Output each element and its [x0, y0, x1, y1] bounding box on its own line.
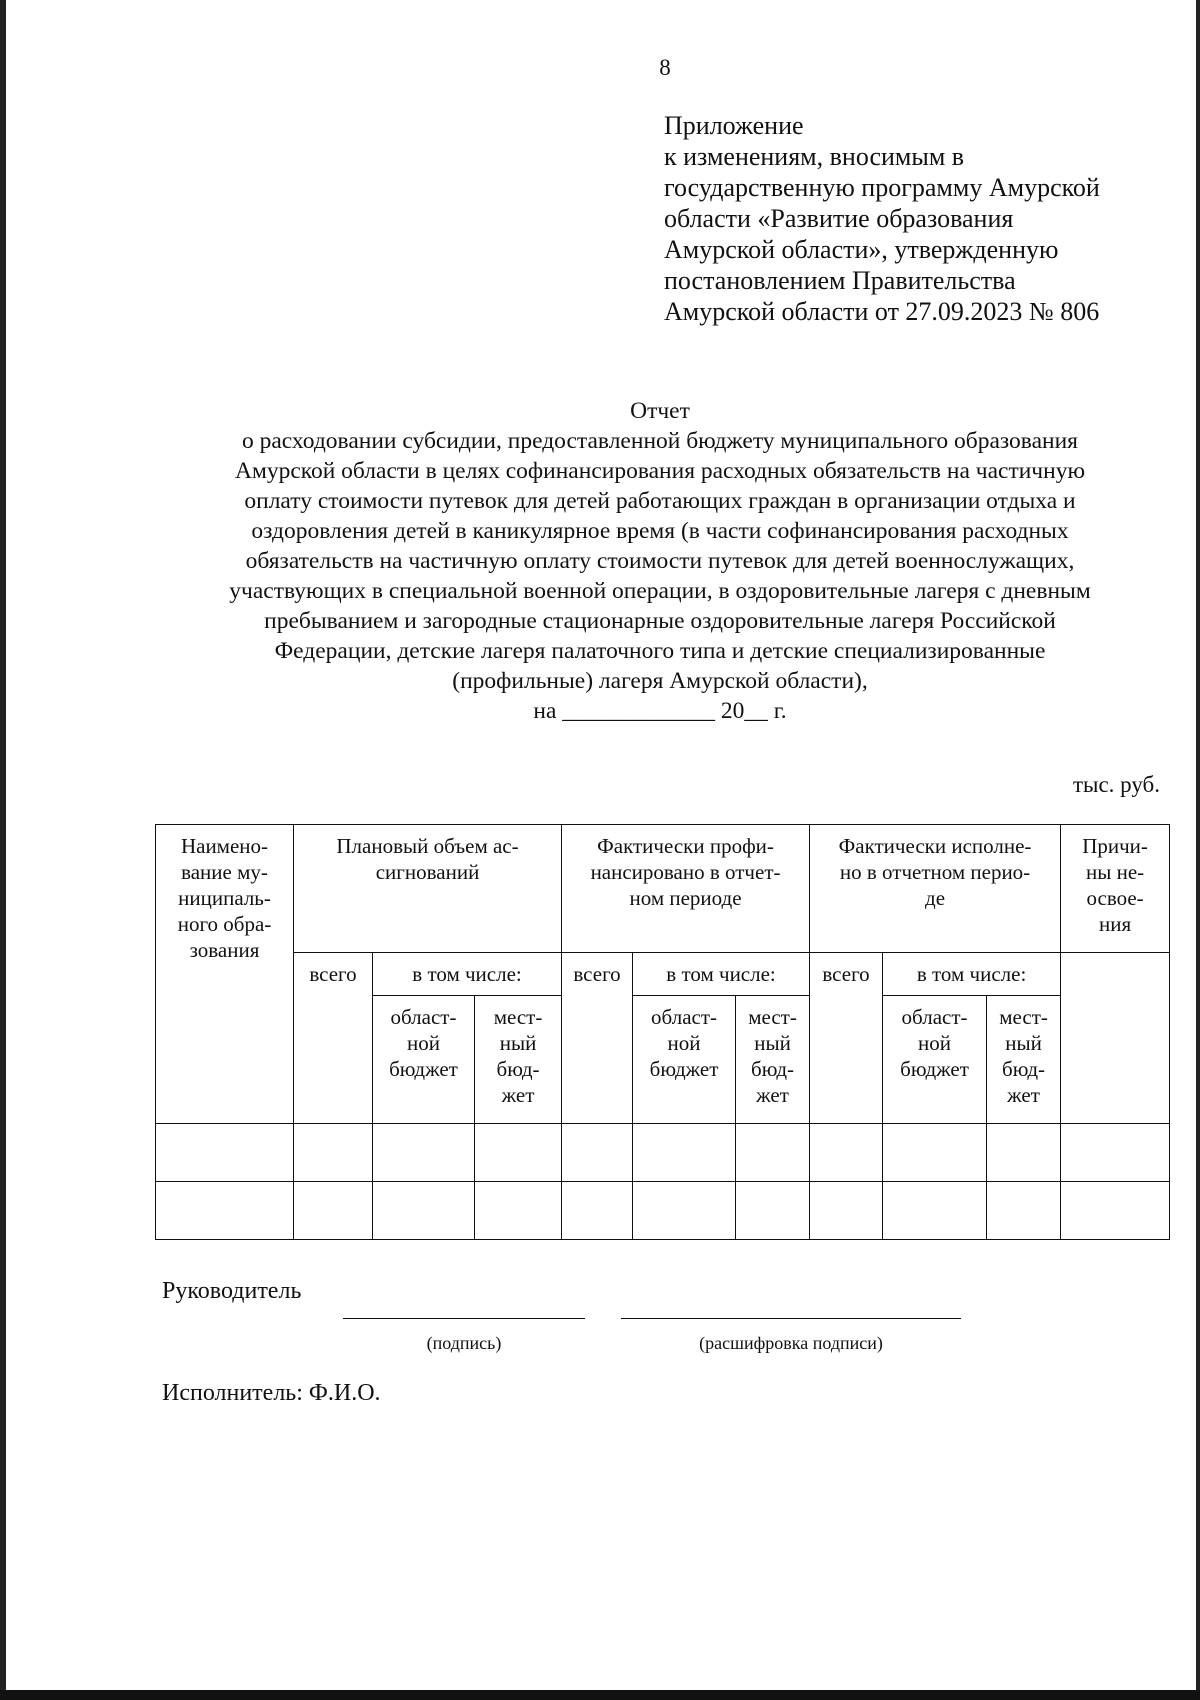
header-municipality: Наимено- вание му- ниципаль- ного обра- зования	[156, 825, 294, 1124]
table-cell	[810, 1123, 883, 1181]
signature-decode-line	[621, 1318, 961, 1319]
report-line: (профильные) лагеря Амурской области),	[452, 668, 868, 694]
header-reasons-empty	[1061, 953, 1170, 1124]
header-executed: Фактически исполне- но в отчетном перио- де	[810, 825, 1061, 953]
report-period-line: на _____________ 20__ г.	[533, 698, 787, 724]
table-cell	[987, 1123, 1061, 1181]
head-label: Руководитель	[162, 1278, 302, 1304]
scan-edge-right	[1196, 0, 1200, 1700]
header-including: в том числе:	[883, 953, 1061, 996]
appendix-line: государственную программу Амурской	[664, 173, 1100, 202]
header-regional-budget: област- ной бюджет	[633, 995, 736, 1123]
table-cell	[736, 1181, 810, 1239]
table-cell	[562, 1123, 633, 1181]
appendix-line: Амурской области от 27.09.2023 № 806	[664, 297, 1100, 326]
report-line: о расходовании субсидии, предоставленной бюджету муниципального образования	[242, 428, 1078, 454]
table-cell	[373, 1123, 475, 1181]
table-cell	[373, 1181, 475, 1239]
table-cell	[475, 1123, 562, 1181]
table-cell	[1061, 1181, 1170, 1239]
header-including: в том числе:	[373, 953, 562, 996]
header-total: всего	[294, 953, 373, 1124]
header-local-budget: мест- ный бюд- жет	[475, 995, 562, 1123]
report-line: оплату стоимости путевок для детей работающих граждан в организации отдыха и	[244, 488, 1076, 514]
appendix-line: Амурской области», утвержденную	[664, 235, 1059, 264]
appendix-line: к изменениям, вносимым в	[664, 142, 965, 171]
report-line: Федерации, детские лагеря палаточного типа и детские специализированные	[274, 638, 1046, 664]
report-line: обязательств на частичную оплату стоимости путевок для детей военнослужащих,	[245, 548, 1075, 574]
appendix-line: Приложение	[664, 111, 804, 140]
signature-caption: (подпись)	[426, 1333, 502, 1353]
table-cell	[633, 1181, 736, 1239]
header-reasons: Причи- ны не- освое- ния	[1061, 825, 1170, 953]
table-cell	[475, 1181, 562, 1239]
signature-decode-caption: (расшифровка подписи)	[699, 1333, 883, 1353]
header-total: всего	[810, 953, 883, 1124]
header-including: в том числе:	[633, 953, 810, 996]
table-cell	[810, 1181, 883, 1239]
header-regional-budget: област- ной бюджет	[883, 995, 987, 1123]
table-cell	[294, 1123, 373, 1181]
table-cell	[736, 1123, 810, 1181]
report-line: пребыванием и загородные стационарные оздоровительные лагеря Российской	[264, 608, 1056, 634]
page-number: 8	[659, 55, 671, 80]
scan-edge-left	[0, 0, 6, 1700]
report-title: Отчет	[630, 398, 690, 424]
scan-edge-bottom	[0, 1690, 1200, 1700]
appendix-line: постановлением Правительства	[664, 266, 1016, 295]
appendix-header	[664, 110, 1184, 327]
table-cell	[883, 1181, 987, 1239]
units-label: тыс. руб.	[1072, 772, 1160, 797]
table-cell	[294, 1181, 373, 1239]
table-cell	[562, 1181, 633, 1239]
header-local-budget: мест- ный бюд- жет	[987, 995, 1061, 1123]
header-planned: Плановый объем ас- сигнований	[294, 825, 562, 953]
executor-label: Исполнитель: Ф.И.О.	[162, 1380, 381, 1406]
table-row	[156, 1181, 1170, 1239]
table-cell	[883, 1123, 987, 1181]
table-cell	[633, 1123, 736, 1181]
header-total: всего	[562, 953, 633, 1124]
appendix-line: области «Развитие образования	[664, 204, 1014, 233]
report-table	[155, 824, 1170, 1240]
header-regional-budget: област- ной бюджет	[373, 995, 475, 1123]
header-local-budget: мест- ный бюд- жет	[736, 995, 810, 1123]
signature-line	[343, 1318, 585, 1319]
table-cell	[1061, 1123, 1170, 1181]
report-line: участвующих в специальной военной операции, в оздоровительные лагеря с дневным	[229, 578, 1091, 604]
table-cell	[987, 1181, 1061, 1239]
table-row	[156, 1123, 1170, 1181]
report-heading	[150, 396, 1170, 726]
table-cell	[156, 1123, 294, 1181]
table-cell	[156, 1181, 294, 1239]
report-line: оздоровления детей в каникулярное время (в части софинансирования расходных	[251, 518, 1069, 544]
header-financed: Фактически профи- нансировано в отчет- ном периоде	[562, 825, 810, 953]
report-line: Амурской области в целях софинансирования расходных обязательств на частичную	[234, 458, 1086, 484]
